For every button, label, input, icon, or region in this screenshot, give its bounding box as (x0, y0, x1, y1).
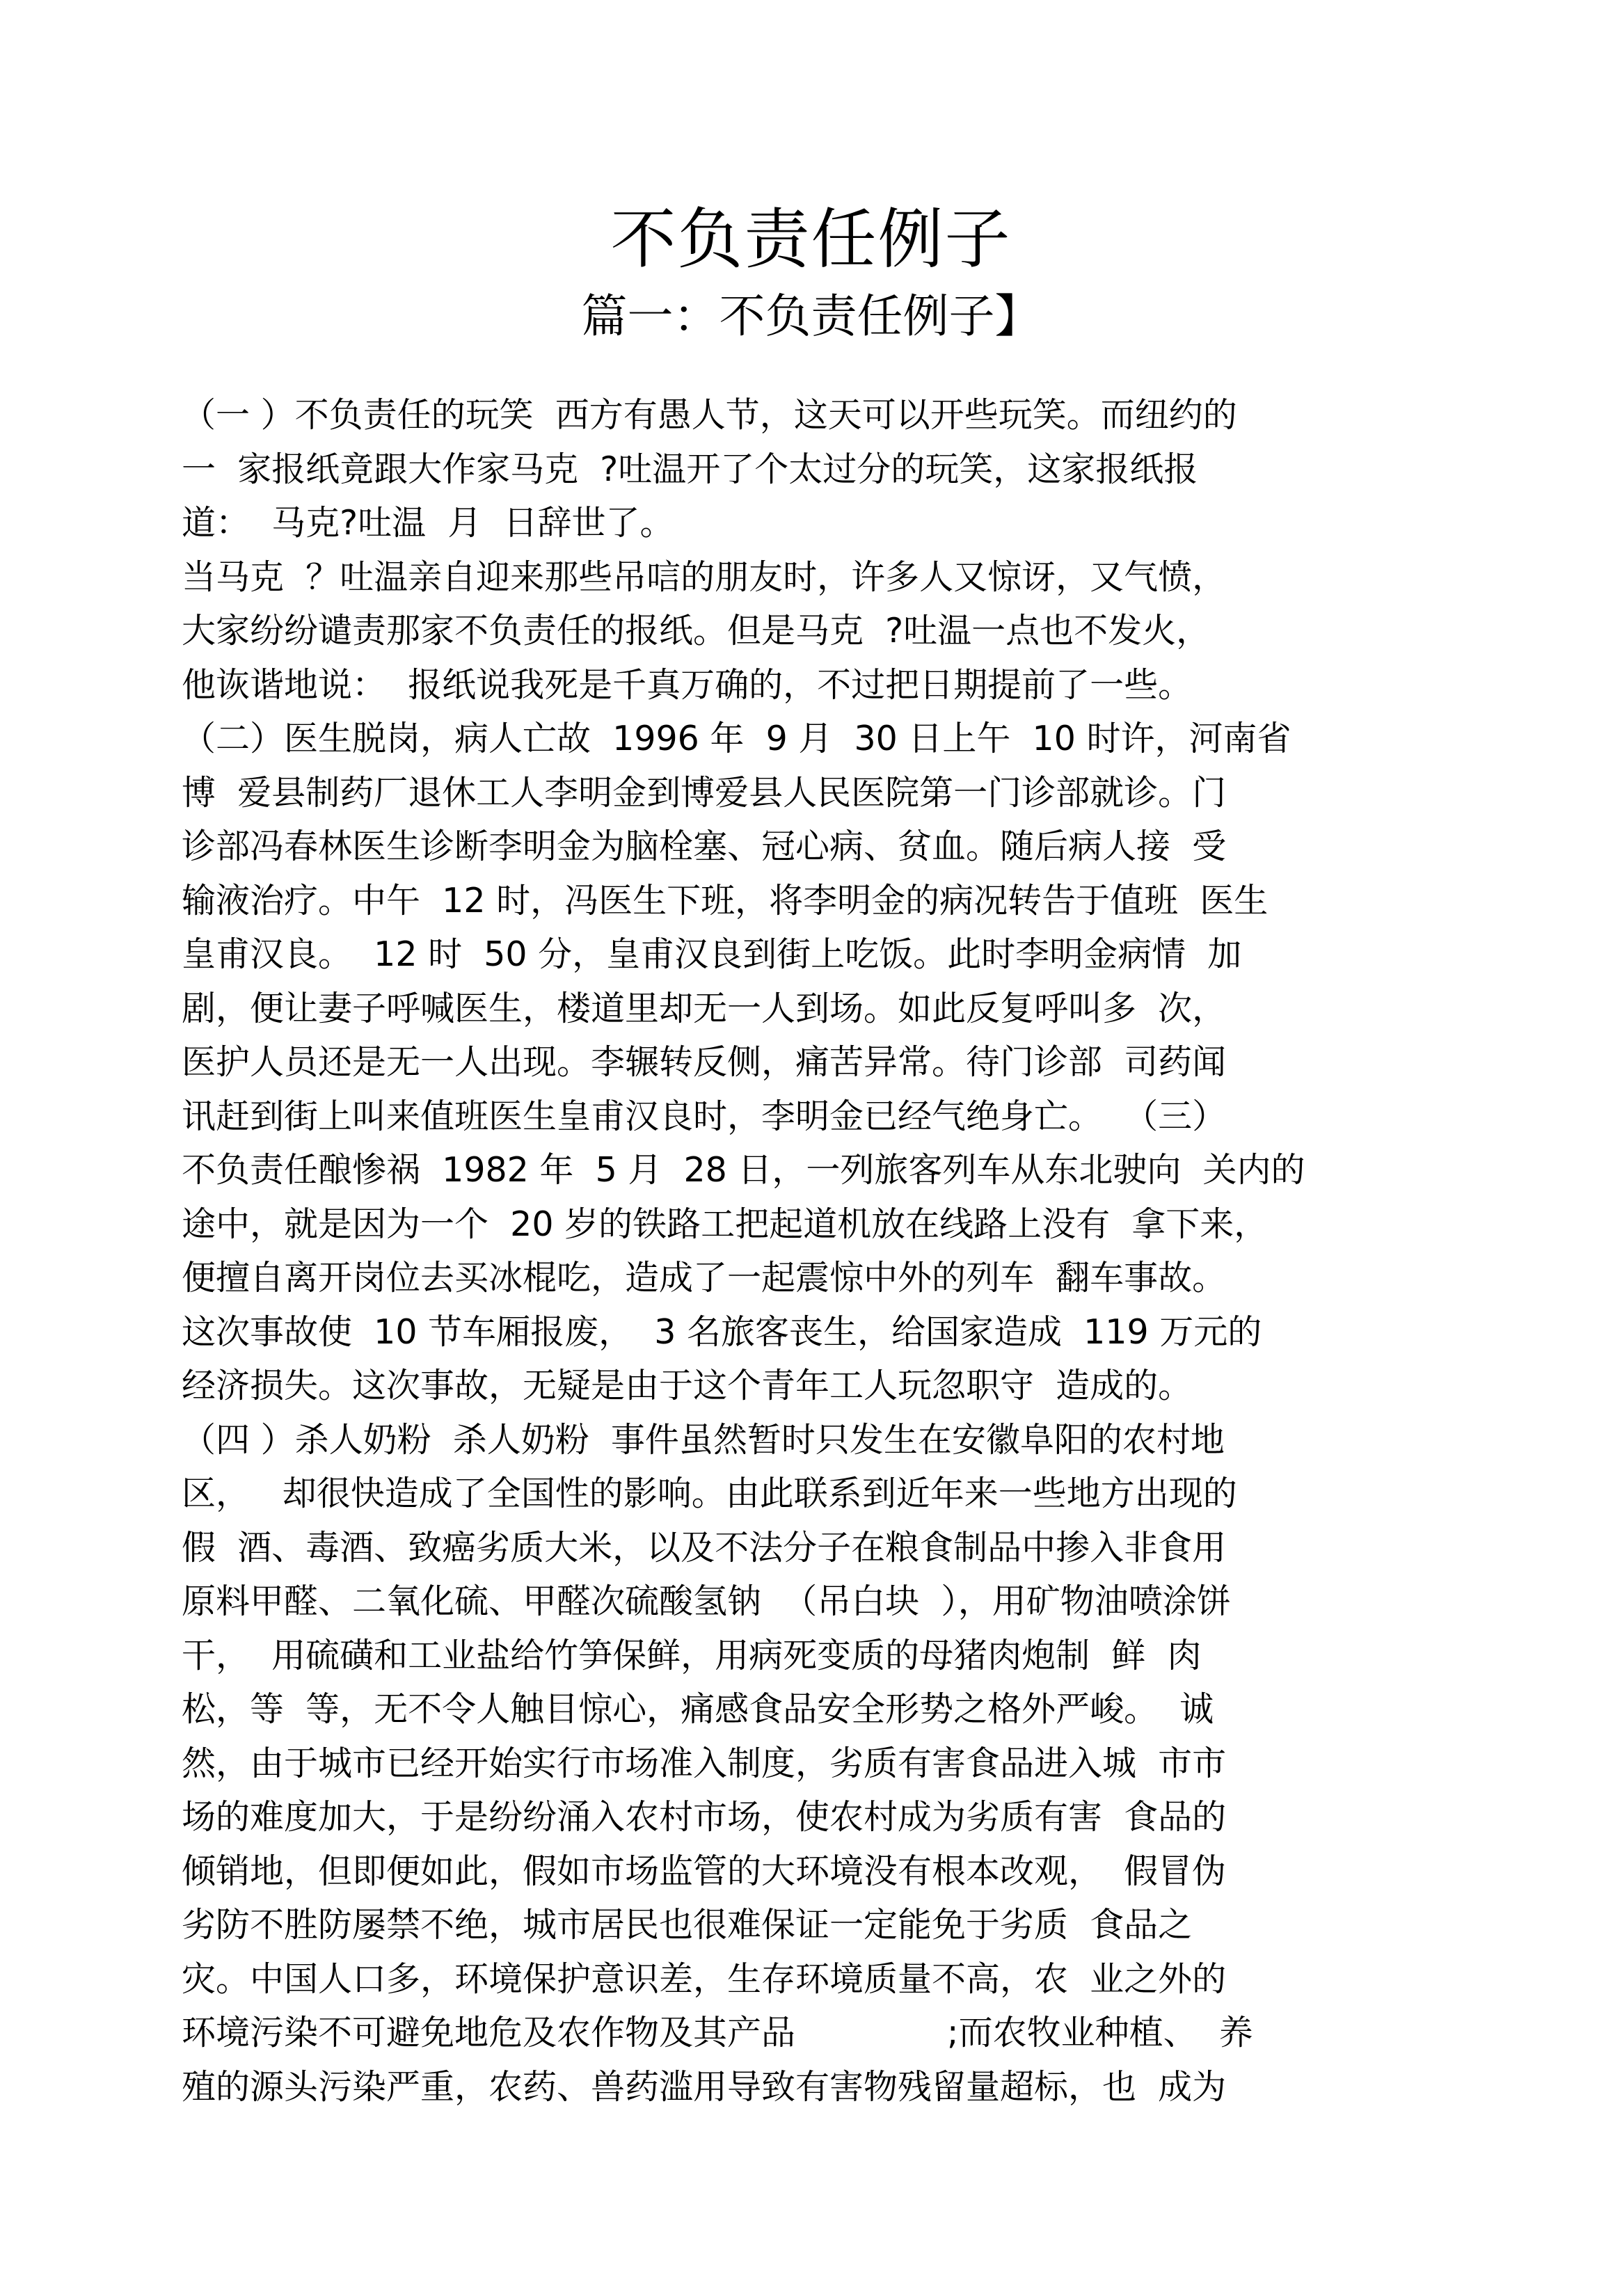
body-text-line: （一 ）不负责任的玩笑 西方有愚人节，这天可以开些玩笑。而纽约的 (182, 395, 1237, 435)
body-text-line: 这次事故使 10 节车厢报废， 3 名旅客丧生，给国家造成 119 万元的 (182, 1312, 1262, 1352)
body-text-line: 一 家报纸竟跟大作家马克 ?吐温开了个太过分的玩笑，这家报纸报 (182, 449, 1198, 489)
body-text-line: 剧，便让妻子呼喊医生，楼道里却无一人到场。如此反复呼叫多 次， (182, 988, 1227, 1028)
body-text-line: 原料甲醛、二氧化硫、甲醛次硫酸氢钠 （吊白块 ），用矿物油喷涂饼 (182, 1581, 1231, 1621)
document-subtitle: 篇一：不负责任例子】 (581, 289, 1041, 343)
body-text-line: 输液治疗。中午 12 时，冯医生下班，将李明金的病况转告于值班 医生 (182, 880, 1269, 920)
body-text-line: 他诙谐地说： 报纸说我死是千真万确的，不过把日期提前了一些。 (182, 664, 1193, 705)
body-text-line: 讯赶到街上叫来值班医生皇甫汉良时，李明金已经气绝身亡。 （三） (182, 1096, 1227, 1136)
body-text-line: 场的难度加大，于是纷纷涌入农村市场，使农村成为劣质有害 食品的 (182, 1797, 1227, 1837)
body-text-line: 皇甫汉良。 12 时 50 分，皇甫汉良到街上吃饭。此时李明金病情 加 (182, 934, 1242, 974)
body-text-line: （二）医生脱岗，病人亡故 1996 年 9 月 30 日上午 10 时许，河南省 (182, 719, 1291, 758)
body-text-line: 博 爱县制药厂退休工人李明金到博爱县人民医院第一门诊部就诊。门 (182, 772, 1227, 813)
body-text-line: 途中，就是因为一个 20 岁的铁路工把起道机放在线路上没有 拿下来， (182, 1204, 1269, 1244)
body-text-line: 区， 却很快造成了全国性的影响。由此联系到近年来一些地方出现的 (182, 1474, 1237, 1513)
document-title: 不负责任例子 (610, 202, 1012, 278)
body-text-line: 殖的源头污染严重，农药、兽药滥用导致有害物残留量超标，也 成为 (182, 2066, 1227, 2107)
body-text-line: 便擅自离开岗位去买冰棍吃，造成了一起震惊中外的列车 翻车事故。 (182, 1258, 1227, 1298)
body-text-line: 经济损失。这次事故，无疑是由于这个青年工人玩忽职守 造成的。 (182, 1366, 1193, 1405)
body-text-line: 环境污染不可避免地危及农作物及其产品 ;而农牧业种植、 养 (182, 2013, 1253, 2052)
body-text-line: 道： 马克?吐温 月 日辞世了。 (182, 503, 674, 543)
body-text-line: （四 ）杀人奶粉 杀人奶粉 事件虽然暂时只发生在安徽阜阳的农村地 (182, 1419, 1225, 1460)
body-text-line: 松，等 等，无不令人触目惊心，痛感食品安全形势之格外严峻。 诚 (182, 1689, 1214, 1729)
body-text-line: 倾销地，但即便如此，假如市场监管的大环境没有根本改观， 假冒伪 (182, 1851, 1227, 1891)
body-text-line: 假 酒、毒酒、致癌劣质大米，以及不法分子在粮食制品中掺入非食用 (182, 1527, 1227, 1568)
body-text-line: 劣防不胜防屡禁不绝，城市居民也很难保证一定能免于劣质 食品之 (182, 1905, 1193, 1945)
body-text-line: 干， 用硫磺和工业盐给竹笋保鲜，用病死变质的母猪肉炮制 鲜 肉 (182, 1635, 1202, 1675)
document-body (182, 388, 1462, 2114)
body-text-line: 当马克 ？吐温亲自迎来那些吊唁的朋友时，许多人又惊讶，又气愤， (182, 557, 1227, 597)
body-text-line: 灾。中国人口多，环境保护意识差，生存环境质量不高，农 业之外的 (182, 1959, 1227, 1999)
body-text-line: 诊部冯春林医生诊断李明金为脑栓塞、冠心病、贫血。随后病人接 受 (182, 827, 1227, 866)
body-text-line: 不负责任酿惨祸 1982 年 5 月 28 日，一列旅客列车从东北驶向 关内的 (182, 1150, 1305, 1190)
body-text-line: 大家纷纷谴责那家不负责任的报纸。但是马克 ?吐温一点也不发火， (182, 611, 1211, 651)
body-text-line: 医护人员还是无一人出现。李辗转反侧，痛苦异常。待门诊部 司药闻 (182, 1042, 1227, 1082)
body-text-line: 然，由于城市已经开始实行市场准入制度，劣质有害食品进入城 市市 (182, 1743, 1227, 1783)
